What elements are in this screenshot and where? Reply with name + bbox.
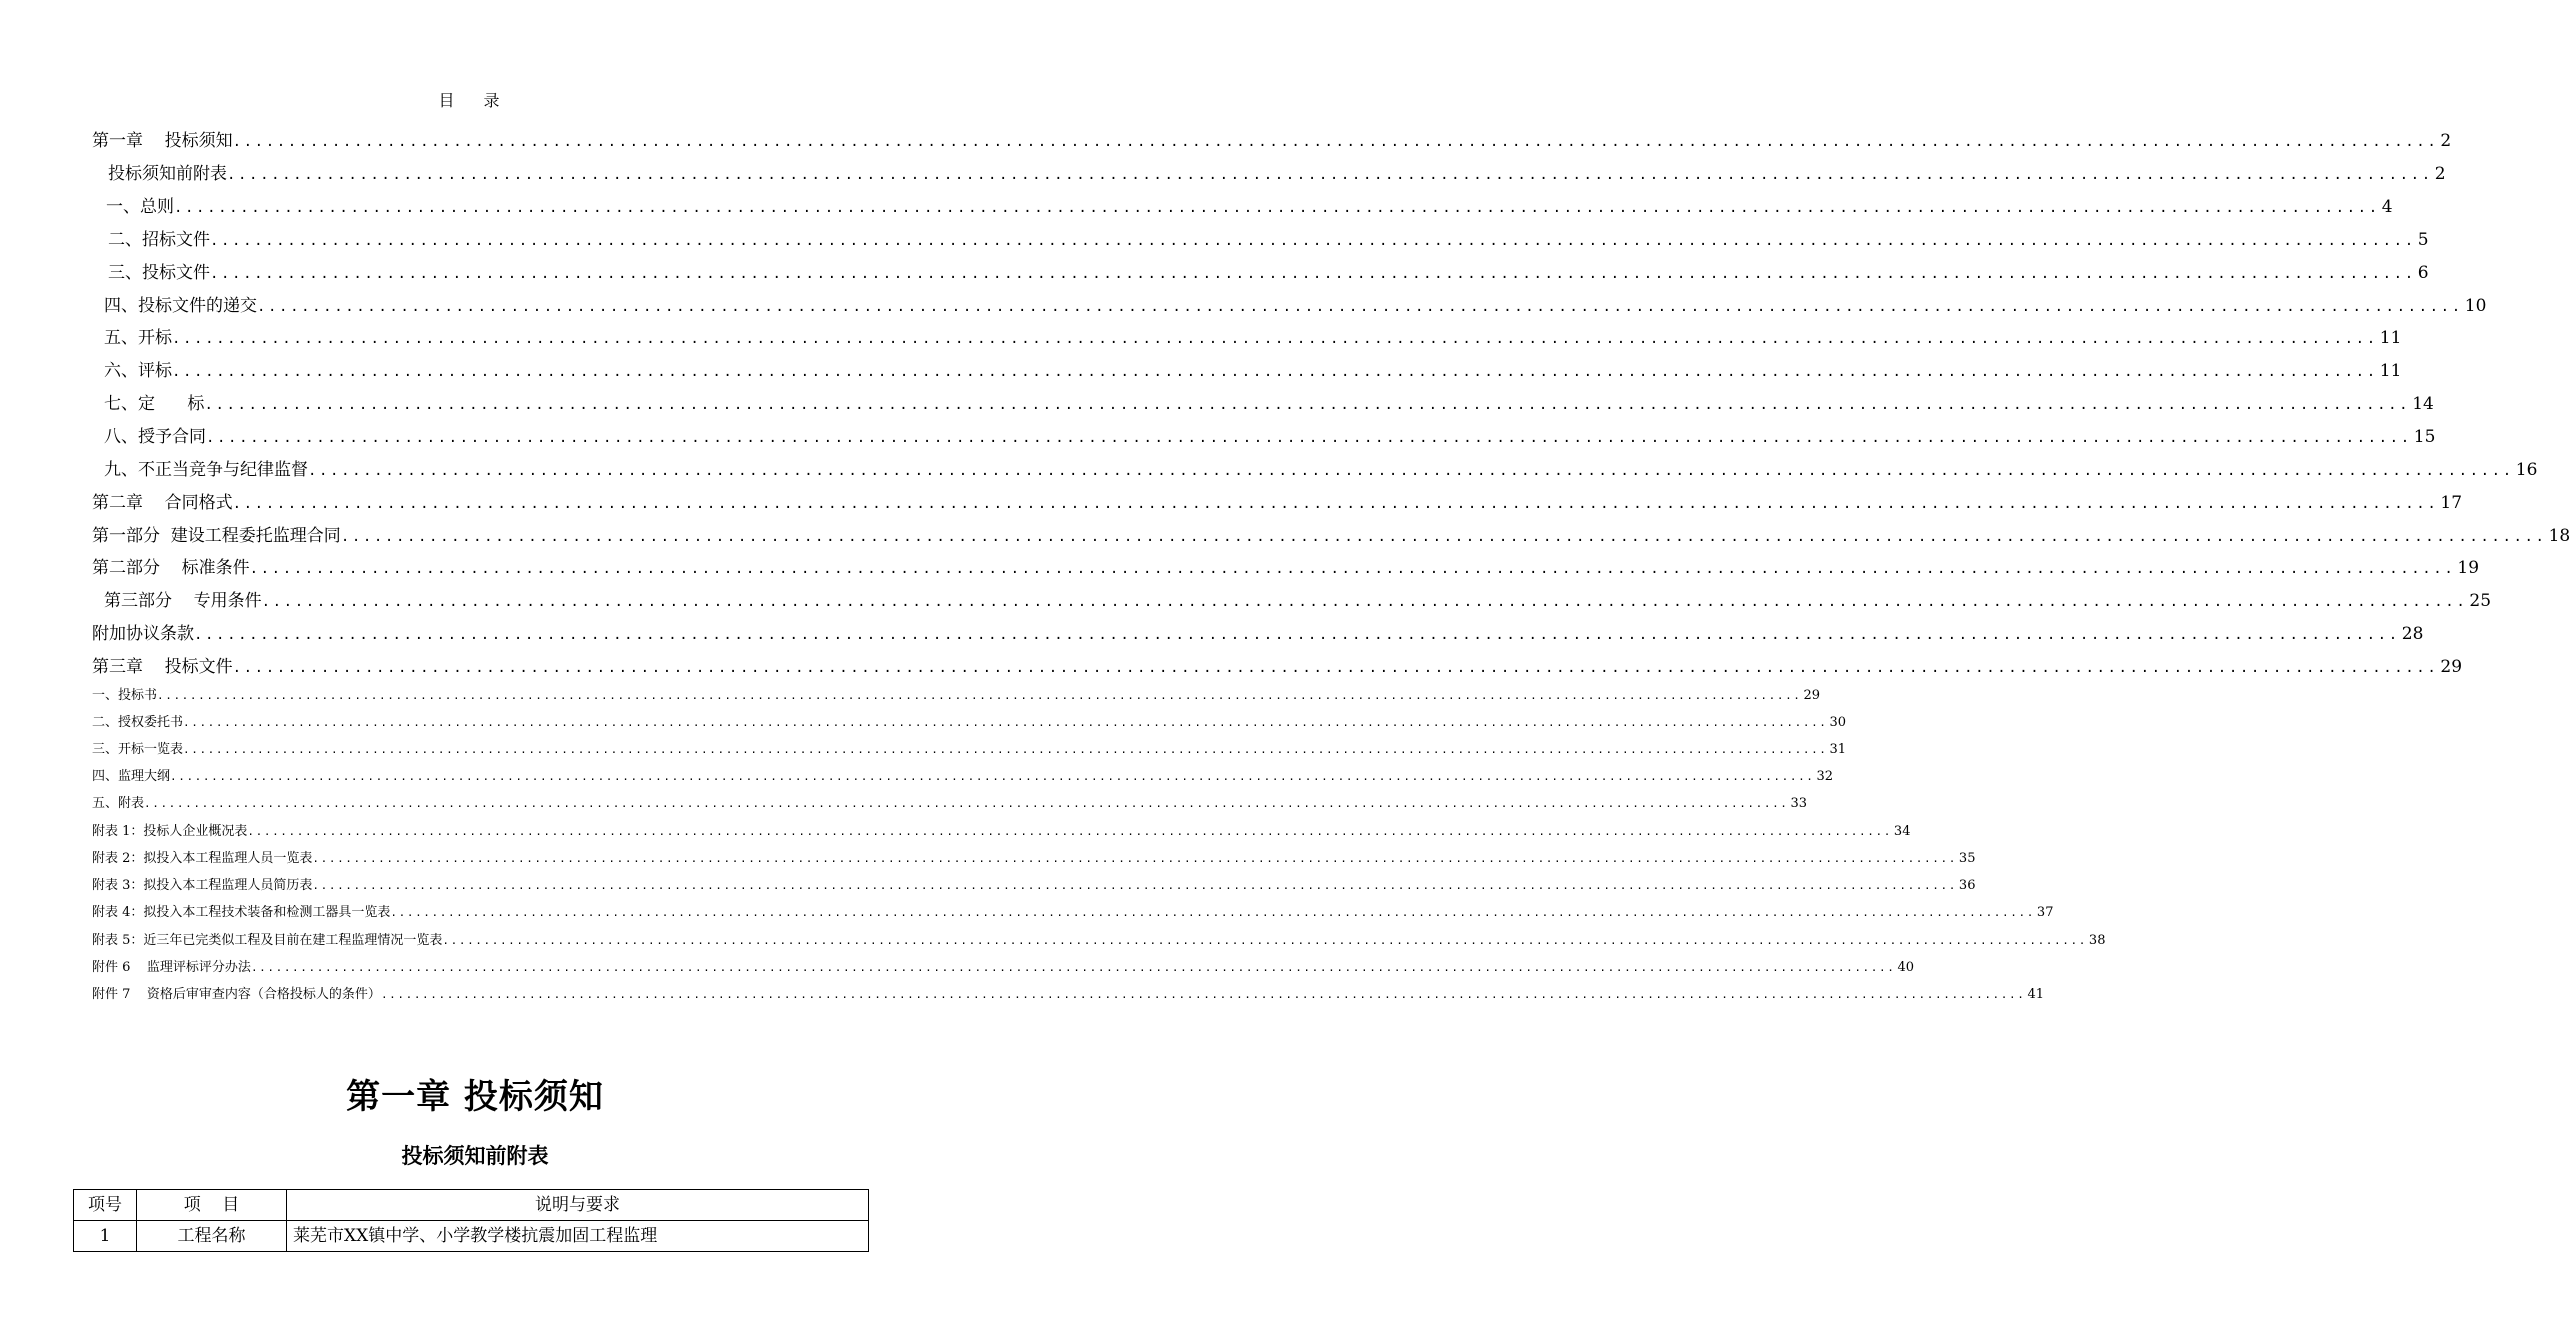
toc-entry[interactable]: [92, 524, 2570, 548]
toc-entry[interactable]: [104, 392, 2434, 416]
toc-entry-label: 第一章 投标须知: [92, 131, 233, 151]
toc-entry[interactable]: [92, 622, 2424, 646]
toc-entry-label: 四、监理大纲: [92, 769, 171, 784]
toc-entry[interactable]: [108, 162, 2446, 186]
toc-leader-dots: ........................................................................................................................................................................................................: [442, 934, 2087, 947]
toc-entry-label: 五、附表: [92, 796, 145, 811]
toc-entry-label: 八、授予合同: [104, 427, 206, 447]
toc-entry-label: 一、总则: [106, 197, 174, 217]
toc-entry-page: 31: [1829, 742, 1847, 757]
toc-entry-label: 六、评标: [104, 361, 172, 381]
toc-entry-label: 第二部分 标准条件: [92, 558, 250, 578]
toc-leader-dots: ........................................................................................................................................................................................................: [312, 852, 1957, 865]
toc-entry[interactable]: [92, 795, 1808, 813]
toc-entry-label: 二、授权委托书: [92, 715, 184, 730]
toc-entry-page: 29: [2440, 657, 2463, 677]
toc-entry-label: 附表 4：拟投入本工程技术装备和检测工器具一览表: [92, 905, 391, 920]
section-title: 投标须知前附表: [401, 1144, 549, 1168]
toc-entry-page: 34: [1893, 824, 1911, 839]
toc-entry[interactable]: [92, 823, 1911, 841]
toc-leader-dots: ........................................................................................................................................................................................................: [172, 364, 2378, 380]
toc-entry[interactable]: [92, 959, 1914, 977]
toc-entry-page: 37: [2036, 905, 2054, 920]
toc-leader-dots: ........................................................................................................................................................................................................: [210, 233, 2416, 249]
toc-entry-label: 第三章 投标文件: [92, 657, 233, 677]
toc-entry-label: 九、不正当竞争与纪律监督: [104, 460, 308, 480]
toc-entry-label: 一、投标书: [92, 688, 158, 703]
toc-leader-dots: ........................................................................................................................................................................................................: [232, 134, 2439, 150]
toc-entry[interactable]: [108, 261, 2429, 285]
toc-entry[interactable]: [92, 904, 2054, 922]
toc-entry-label: 四、投标文件的递交: [104, 296, 257, 316]
toc-entry[interactable]: [92, 491, 2463, 515]
toc-entry-page: 14: [2412, 394, 2434, 414]
header-description: 说明与要求: [287, 1190, 869, 1221]
toc-entry-label: 第三部分 专用条件: [104, 591, 262, 611]
toc-title: 目 录: [438, 91, 512, 110]
toc-entry[interactable]: [104, 589, 2492, 613]
toc-entry-page: 4: [2381, 197, 2393, 217]
toc-entry-page: 25: [2469, 591, 2492, 611]
toc-entry[interactable]: [92, 129, 2452, 153]
toc-entry[interactable]: [104, 458, 2538, 482]
toc-leader-dots: ........................................................................................................................................................................................................: [183, 716, 1828, 729]
table-header-row: [74, 1190, 869, 1221]
toc-entry[interactable]: [92, 741, 1847, 759]
toc-entry-label: 附加协议条款: [92, 624, 194, 644]
toc-leader-dots: ........................................................................................................................................................................................................: [170, 770, 1815, 783]
toc-leader-dots: ........................................................................................................................................................................................................: [204, 397, 2411, 413]
toc-leader-dots: ........................................................................................................................................................................................................: [340, 529, 2547, 545]
toc-entry-label: 三、开标一览表: [92, 742, 184, 757]
toc-entry-page: 11: [2379, 328, 2402, 348]
toc-entry-label: 第一部分 建设工程委托监理合同: [92, 526, 341, 546]
toc-entry-page: 10: [2464, 296, 2487, 316]
toc-entry[interactable]: [104, 425, 2436, 449]
toc-entry-label: 二、招标文件: [108, 230, 210, 250]
header-item-no: 项号: [74, 1190, 137, 1221]
toc-entry-page: 41: [2027, 987, 2044, 1002]
toc-entry-label: 附件 7 资格后审审查内容（合格投标人的条件）: [92, 987, 381, 1002]
toc-entry-page: 11: [2379, 361, 2402, 381]
toc-entry-label: 五、开标: [104, 328, 172, 348]
toc-leader-dots: ........................................................................................................................................................................................................: [380, 988, 2026, 1001]
toc-entry-label: 附表 1：投标人企业概况表: [92, 824, 248, 839]
header-item: 项 目: [137, 1190, 287, 1221]
cell-item: 工程名称: [137, 1221, 287, 1252]
toc-leader-dots: ........................................................................................................................................................................................................: [390, 906, 2035, 919]
toc-entry[interactable]: [92, 714, 1847, 732]
toc-leader-dots: ........................................................................................................................................................................................................: [250, 961, 1896, 974]
toc-entry[interactable]: [104, 359, 2402, 383]
toc-leader-dots: ........................................................................................................................................................................................................: [308, 463, 2514, 479]
toc-leader-dots: ........................................................................................................................................................................................................: [261, 594, 2468, 610]
toc-entry-page: 2: [2434, 164, 2446, 184]
toc-entry[interactable]: [92, 768, 1834, 786]
toc-entry-label: 投标须知前附表: [108, 164, 227, 184]
toc-entry-label: 附件 6 监理评标评分办法: [92, 960, 251, 975]
toc-leader-dots: ........................................................................................................................................................................................................: [194, 627, 2400, 643]
toc-entry[interactable]: [92, 655, 2463, 679]
toc-entry[interactable]: [92, 932, 2106, 950]
toc-entry-label: 三、投标文件: [108, 263, 210, 283]
toc-entry-page: 6: [2417, 263, 2429, 283]
toc-leader-dots: ........................................................................................................................................................................................................: [249, 561, 2456, 577]
toc-entry[interactable]: [92, 986, 2044, 1004]
cell-item-no: 1: [74, 1221, 137, 1252]
toc-entry-label: 附表 5：近三年已完类似工程及目前在建工程监理情况一览表: [92, 933, 443, 948]
toc-entry-page: 40: [1897, 960, 1914, 975]
toc-entry-page: 17: [2440, 493, 2463, 513]
toc-leader-dots: ........................................................................................................................................................................................................: [232, 496, 2439, 512]
toc-leader-dots: ........................................................................................................................................................................................................: [157, 689, 1802, 702]
toc-entry-page: 30: [1829, 715, 1847, 730]
toc-leader-dots: ........................................................................................................................................................................................................: [312, 879, 1957, 892]
toc-entry-page: 38: [2088, 933, 2106, 948]
toc-leader-dots: ........................................................................................................................................................................................................: [257, 299, 2463, 315]
toc-entry-label: 第二章 合同格式: [92, 493, 233, 513]
toc-entry-page: 2: [2440, 131, 2452, 151]
toc-entry[interactable]: [104, 326, 2402, 350]
toc-entry-page: 35: [1958, 851, 1976, 866]
toc-entry-page: 19: [2457, 558, 2480, 578]
toc-entry-page: 33: [1790, 796, 1808, 811]
cell-description: 莱芜市XX镇中学、小学教学楼抗震加固工程监理: [287, 1221, 869, 1252]
toc-entry-page: 16: [2515, 460, 2538, 480]
toc-leader-dots: ........................................................................................................................................................................................................: [210, 266, 2416, 282]
toc-entry[interactable]: [108, 228, 2429, 252]
toc-entry-label: 附表 2：拟投入本工程监理人员一览表: [92, 851, 313, 866]
toc-leader-dots: ........................................................................................................................................................................................................: [227, 167, 2433, 183]
toc-entry[interactable]: [104, 294, 2487, 318]
toc-entry[interactable]: [92, 877, 1976, 895]
toc-leader-dots: ........................................................................................................................................................................................................: [172, 331, 2378, 347]
toc-entry[interactable]: [106, 195, 2393, 219]
toc-leader-dots: ........................................................................................................................................................................................................: [206, 430, 2412, 446]
toc-entry-page: 15: [2413, 427, 2436, 447]
toc-leader-dots: ........................................................................................................................................................................................................: [247, 825, 1892, 838]
toc-leader-dots: ........................................................................................................................................................................................................: [183, 743, 1828, 756]
toc-entry[interactable]: [92, 687, 1821, 705]
pre-attached-table: [73, 1189, 869, 1252]
toc-entry-page: 36: [1958, 878, 1976, 893]
toc-entry-page: 28: [2401, 624, 2424, 644]
toc-entry-page: 18: [2548, 526, 2570, 546]
table-row: [74, 1221, 869, 1252]
toc-leader-dots: ........................................................................................................................................................................................................: [232, 660, 2439, 676]
chapter-title: 第一章 投标须知: [346, 1077, 604, 1117]
toc-leader-dots: ........................................................................................................................................................................................................: [144, 797, 1789, 810]
toc-leader-dots: ........................................................................................................................................................................................................: [174, 200, 2380, 216]
toc-entry-label: 附表 3：拟投入本工程监理人员简历表: [92, 878, 313, 893]
toc-entry-page: 5: [2417, 230, 2429, 250]
toc-entry-label: 七、定 标: [104, 394, 205, 414]
toc-entry-page: 32: [1816, 769, 1834, 784]
toc-entry-page: 29: [1803, 688, 1821, 703]
toc-entry[interactable]: [92, 850, 1976, 868]
toc-entry[interactable]: [92, 556, 2480, 580]
